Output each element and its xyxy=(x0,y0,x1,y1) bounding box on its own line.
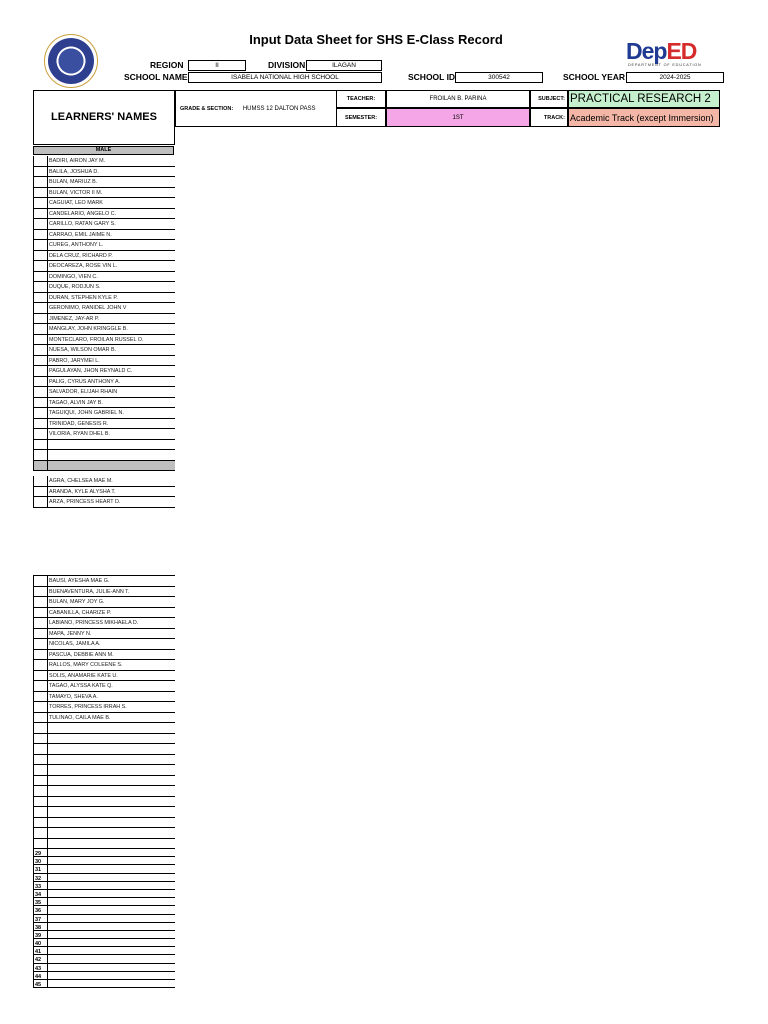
row-number: 43 xyxy=(34,964,48,971)
list-item[interactable] xyxy=(34,408,175,419)
row-number xyxy=(34,251,48,261)
row-number xyxy=(34,188,48,198)
list-item[interactable] xyxy=(34,156,175,167)
learner-name: TORRES, PRINCESS IRRAH S. xyxy=(49,704,127,710)
list-item[interactable] xyxy=(34,882,175,890)
row-number: 30 xyxy=(34,857,48,864)
learner-name: MANGLAY, JOHN KRINGGLE B. xyxy=(49,326,128,332)
row-number xyxy=(34,723,48,733)
list-item[interactable] xyxy=(34,865,175,873)
learner-name: GERONIMO, RANIDEL JOHN V xyxy=(49,305,127,311)
row-number xyxy=(34,419,48,429)
row-number xyxy=(34,476,48,486)
list-item[interactable] xyxy=(34,915,175,923)
row-number xyxy=(34,639,48,649)
list-item[interactable] xyxy=(34,828,175,839)
list-item[interactable] xyxy=(34,476,175,487)
learner-name: PAGULAYAN, JHON REYNALD C. xyxy=(49,368,133,374)
row-number: 31 xyxy=(34,865,48,872)
learner-name: SALVADOR, ELIJAH RHAIN xyxy=(49,389,118,395)
list-item[interactable] xyxy=(34,272,175,283)
list-item[interactable] xyxy=(34,660,175,671)
list-item[interactable] xyxy=(34,576,175,587)
row-number xyxy=(34,450,48,460)
list-item[interactable] xyxy=(34,219,175,230)
row-number xyxy=(34,366,48,376)
list-item[interactable] xyxy=(34,723,175,734)
semester-label: SEMESTER: xyxy=(336,108,386,127)
learner-name: DELA CRUZ, RICHARD P. xyxy=(49,252,113,259)
list-item[interactable] xyxy=(34,345,175,356)
row-number xyxy=(34,440,48,450)
list-item[interactable] xyxy=(34,797,175,808)
deped-logo: DepED xyxy=(626,38,697,64)
list-item[interactable] xyxy=(34,671,175,682)
learner-name: CARRAO, EMIL JAIME N. xyxy=(49,231,112,238)
list-item[interactable] xyxy=(34,335,175,346)
list-item[interactable] xyxy=(34,776,175,787)
row-number xyxy=(34,786,48,796)
list-item[interactable] xyxy=(34,692,175,703)
list-item[interactable] xyxy=(34,849,175,857)
row-number xyxy=(34,650,48,660)
list-item[interactable] xyxy=(34,947,175,955)
row-number xyxy=(34,818,48,828)
row-number xyxy=(34,429,48,439)
list-item[interactable] xyxy=(34,429,175,440)
list-item[interactable] xyxy=(34,939,175,947)
school-name-label: SCHOOL NAME xyxy=(124,72,188,82)
learner-name: CANDELARIO, ANGELO C. xyxy=(49,210,117,217)
female-list-a xyxy=(33,476,175,508)
learner-name: AGRA, CHELSEA MAE M. xyxy=(49,478,113,484)
learner-name: CAGUIAT, LEO MARK xyxy=(49,200,103,206)
list-item[interactable] xyxy=(34,209,175,220)
learner-name: BALILA, JOSHUA D. xyxy=(49,168,99,175)
row-number xyxy=(34,282,48,292)
row-number xyxy=(34,608,48,618)
learner-name: PALIG, CYRUS ANTHONY A. xyxy=(49,378,121,385)
learner-name: RALLOS, MARY COLEENE S. xyxy=(49,662,123,668)
list-item[interactable] xyxy=(34,188,175,199)
list-item[interactable] xyxy=(34,702,175,713)
list-item[interactable] xyxy=(34,681,175,692)
learner-name: VILORIA, RYAN DHEL B. xyxy=(49,431,111,437)
row-number: 40 xyxy=(34,939,48,946)
list-item[interactable] xyxy=(34,618,175,629)
subject-label: SUBJECT: xyxy=(530,90,568,108)
row-number: 34 xyxy=(34,890,48,897)
list-item[interactable] xyxy=(34,387,175,398)
row-number: 42 xyxy=(34,955,48,962)
teacher-label: TEACHER: xyxy=(336,90,386,108)
list-item[interactable] xyxy=(34,597,175,608)
list-item[interactable] xyxy=(34,906,175,914)
row-number: 33 xyxy=(34,882,48,889)
learner-name: DURAN, STEPHEN KYLE P. xyxy=(49,294,118,301)
learner-name: DEOCAREZA, ROSE VIN L. xyxy=(49,263,118,269)
list-item[interactable] xyxy=(34,419,175,430)
list-item[interactable] xyxy=(34,898,175,906)
male-label: MALE xyxy=(95,147,112,153)
list-item[interactable] xyxy=(34,890,175,898)
list-item[interactable] xyxy=(34,755,175,766)
row-number: 29 xyxy=(34,849,48,856)
list-item[interactable] xyxy=(34,167,175,178)
learner-name: ARZA, PRINCESS HEART D. xyxy=(49,499,121,505)
row-number xyxy=(34,597,48,607)
row-number xyxy=(34,828,48,838)
grade-section-label: GRADE & SECTION: xyxy=(180,106,234,112)
row-number xyxy=(34,335,48,345)
list-item[interactable] xyxy=(34,923,175,931)
row-number xyxy=(34,776,48,786)
learner-name: MAPA, JENNY N. xyxy=(49,630,92,637)
grade-section-cell xyxy=(175,90,336,127)
list-item[interactable] xyxy=(34,230,175,241)
learner-name: BULAN, VICTOR II M. xyxy=(49,189,103,196)
division-field[interactable]: ILAGAN xyxy=(306,60,382,71)
semester-field[interactable]: 1ST xyxy=(386,108,530,127)
row-number xyxy=(34,356,48,366)
list-item[interactable] xyxy=(34,874,175,882)
row-number: 38 xyxy=(34,923,48,930)
list-item[interactable] xyxy=(34,282,175,293)
list-item[interactable] xyxy=(34,818,175,829)
learner-name: PABRO, JARYMEI L. xyxy=(49,357,100,364)
row-number xyxy=(34,487,48,497)
school-id-field[interactable]: 300542 xyxy=(455,72,543,83)
track-label: TRACK: xyxy=(530,108,568,127)
row-number xyxy=(34,345,48,355)
list-item[interactable] xyxy=(34,450,175,461)
row-number xyxy=(34,660,48,670)
row-number xyxy=(34,497,48,507)
row-number xyxy=(34,681,48,691)
list-item[interactable] xyxy=(34,765,175,776)
row-number xyxy=(34,293,48,303)
row-number xyxy=(34,671,48,681)
list-item[interactable] xyxy=(34,398,175,409)
list-item[interactable] xyxy=(34,314,175,325)
teacher-field[interactable]: FROILAN B. PARINA xyxy=(386,90,530,108)
learner-name: DUQUE, RODJUN S. xyxy=(49,284,101,290)
list-item[interactable] xyxy=(34,261,175,272)
region-label: REGION xyxy=(150,60,184,70)
list-item[interactable] xyxy=(34,293,175,304)
row-number xyxy=(34,324,48,334)
learner-name: BADIRI, AIRON JAY M. xyxy=(49,158,106,164)
row-number xyxy=(34,629,48,639)
learner-name: BULAN, MARY JOY G. xyxy=(49,599,105,605)
list-item[interactable] xyxy=(34,931,175,939)
grade-section-value[interactable]: HUMSS 12 DALTON PASS xyxy=(242,106,316,112)
deped-logo-subtitle: DEPARTMENT OF EDUCATION xyxy=(628,63,702,67)
list-item[interactable] xyxy=(34,198,175,209)
school-year-field[interactable]: 2024-2025 xyxy=(626,72,724,83)
learner-name: CARILLO, RATAN GARY S. xyxy=(49,221,116,227)
list-item[interactable] xyxy=(34,955,175,963)
row-number xyxy=(34,272,48,282)
list-item[interactable] xyxy=(34,303,175,314)
learner-name: CUREG, ANTHONY L. xyxy=(49,242,104,248)
learner-name: NICOLAS, JAMILA A. xyxy=(49,641,101,647)
row-number xyxy=(34,807,48,817)
row-number xyxy=(34,387,48,397)
row-number xyxy=(34,408,48,418)
learner-name: JIMENEZ, JAY-AR P. xyxy=(49,315,100,322)
list-item[interactable] xyxy=(34,177,175,188)
list-item[interactable] xyxy=(34,650,175,661)
row-number xyxy=(34,230,48,240)
row-number xyxy=(34,167,48,177)
list-item[interactable] xyxy=(34,972,175,980)
row-number xyxy=(34,587,48,597)
learner-name: BULAN, MARIUZ B. xyxy=(49,179,98,185)
learner-name: PASCUA, DEBBIE ANN M. xyxy=(49,651,114,658)
row-number: 41 xyxy=(34,947,48,954)
row-number xyxy=(34,303,48,313)
row-number: 32 xyxy=(34,874,48,881)
row-number xyxy=(34,398,48,408)
row-number xyxy=(34,839,48,849)
row-number xyxy=(34,702,48,712)
list-item[interactable] xyxy=(34,807,175,818)
list-item[interactable] xyxy=(34,608,175,619)
row-number xyxy=(34,692,48,702)
list-item[interactable] xyxy=(34,629,175,640)
row-number xyxy=(34,314,48,324)
row-number xyxy=(34,713,48,723)
row-number xyxy=(34,261,48,271)
track-field[interactable]: Academic Track (except Immersion) xyxy=(568,108,720,127)
row-number xyxy=(34,755,48,765)
row-number xyxy=(34,219,48,229)
learner-name: MONTECLARO, FROILAN RUSSEL O. xyxy=(49,336,144,343)
row-number: 35 xyxy=(34,898,48,905)
list-item[interactable] xyxy=(34,356,175,367)
learner-name: ARANDA, KYLE ALYSHA T. xyxy=(49,488,116,495)
row-number: 39 xyxy=(34,931,48,938)
school-id-label: SCHOOL ID xyxy=(408,72,456,82)
learner-name: TAGAO, ALYSSA KATE Q. xyxy=(49,683,113,689)
learners-names-header xyxy=(33,90,175,145)
learner-name: TAGAO, ALVIN JAY B. xyxy=(49,399,103,406)
learner-name: DOMINGO, VIEN C. xyxy=(49,273,98,280)
school-year-label: SCHOOL YEAR xyxy=(563,72,626,82)
row-number xyxy=(34,576,48,586)
learner-name: LABIANO, PRINCESS MIKHAELA D. xyxy=(49,620,139,626)
row-number xyxy=(34,156,48,166)
row-number xyxy=(34,209,48,219)
list-item[interactable] xyxy=(34,587,175,598)
list-item[interactable] xyxy=(34,240,175,251)
learners-names-label: LEARNERS' NAMES xyxy=(51,111,157,123)
region-field[interactable]: II xyxy=(188,60,246,71)
deped-seal-emblem-icon xyxy=(48,38,94,84)
learner-name: TAGUIQUI, JOHN GABRIEL N. xyxy=(49,410,124,416)
male-list xyxy=(33,156,175,471)
list-item[interactable] xyxy=(34,980,175,988)
list-item[interactable] xyxy=(34,497,175,508)
male-section-header xyxy=(33,146,174,155)
list-item[interactable] xyxy=(34,251,175,262)
row-number: 44 xyxy=(34,972,48,979)
row-number xyxy=(34,198,48,208)
list-item[interactable] xyxy=(34,786,175,797)
row-number xyxy=(34,797,48,807)
list-item[interactable] xyxy=(34,487,175,498)
list-item[interactable] xyxy=(34,440,175,451)
learner-name: CABANILLA, CHARIZE P. xyxy=(49,609,112,616)
list-item[interactable] xyxy=(34,461,175,472)
learner-name: TAMAYO, SHEVA A. xyxy=(49,693,98,700)
list-item[interactable] xyxy=(34,744,175,755)
row-number xyxy=(34,618,48,628)
row-number xyxy=(34,744,48,754)
list-item[interactable] xyxy=(34,377,175,388)
page-title: Input Data Sheet for SHS E-Class Record xyxy=(249,32,503,47)
row-number xyxy=(34,240,48,250)
row-number xyxy=(34,377,48,387)
row-number xyxy=(34,177,48,187)
learner-name: BUENAVENTURA, JULIE-ANN T. xyxy=(49,588,130,595)
list-item[interactable] xyxy=(34,324,175,335)
subject-field[interactable]: PRACTICAL RESEARCH 2 xyxy=(568,90,720,108)
learner-name: NUESA, WILSON OMAR B. xyxy=(49,347,117,353)
row-number: 45 xyxy=(34,980,48,987)
list-item[interactable] xyxy=(34,639,175,650)
list-item[interactable] xyxy=(34,734,175,745)
learner-name: SOLIS, ANAMARIE KATE U. xyxy=(49,672,118,679)
list-item[interactable] xyxy=(34,839,175,850)
school-name-field[interactable]: ISABELA NATIONAL HIGH SCHOOL xyxy=(188,72,382,83)
row-number: 37 xyxy=(34,915,48,922)
row-number xyxy=(34,461,48,471)
learner-name: BAUSI, AYESHA MAE G. xyxy=(49,578,110,584)
learner-name: TULINAO, CAILA MAE B. xyxy=(49,714,111,721)
row-number: 36 xyxy=(34,906,48,913)
learner-name: TRINIDAD, GENESIS R. xyxy=(49,420,109,427)
row-number xyxy=(34,734,48,744)
list-item[interactable] xyxy=(34,366,175,377)
division-label: DIVISION xyxy=(268,60,306,70)
list-item[interactable] xyxy=(34,857,175,865)
list-item[interactable] xyxy=(34,964,175,972)
female-list-b xyxy=(33,575,175,988)
row-number xyxy=(34,765,48,775)
list-item[interactable] xyxy=(34,713,175,724)
